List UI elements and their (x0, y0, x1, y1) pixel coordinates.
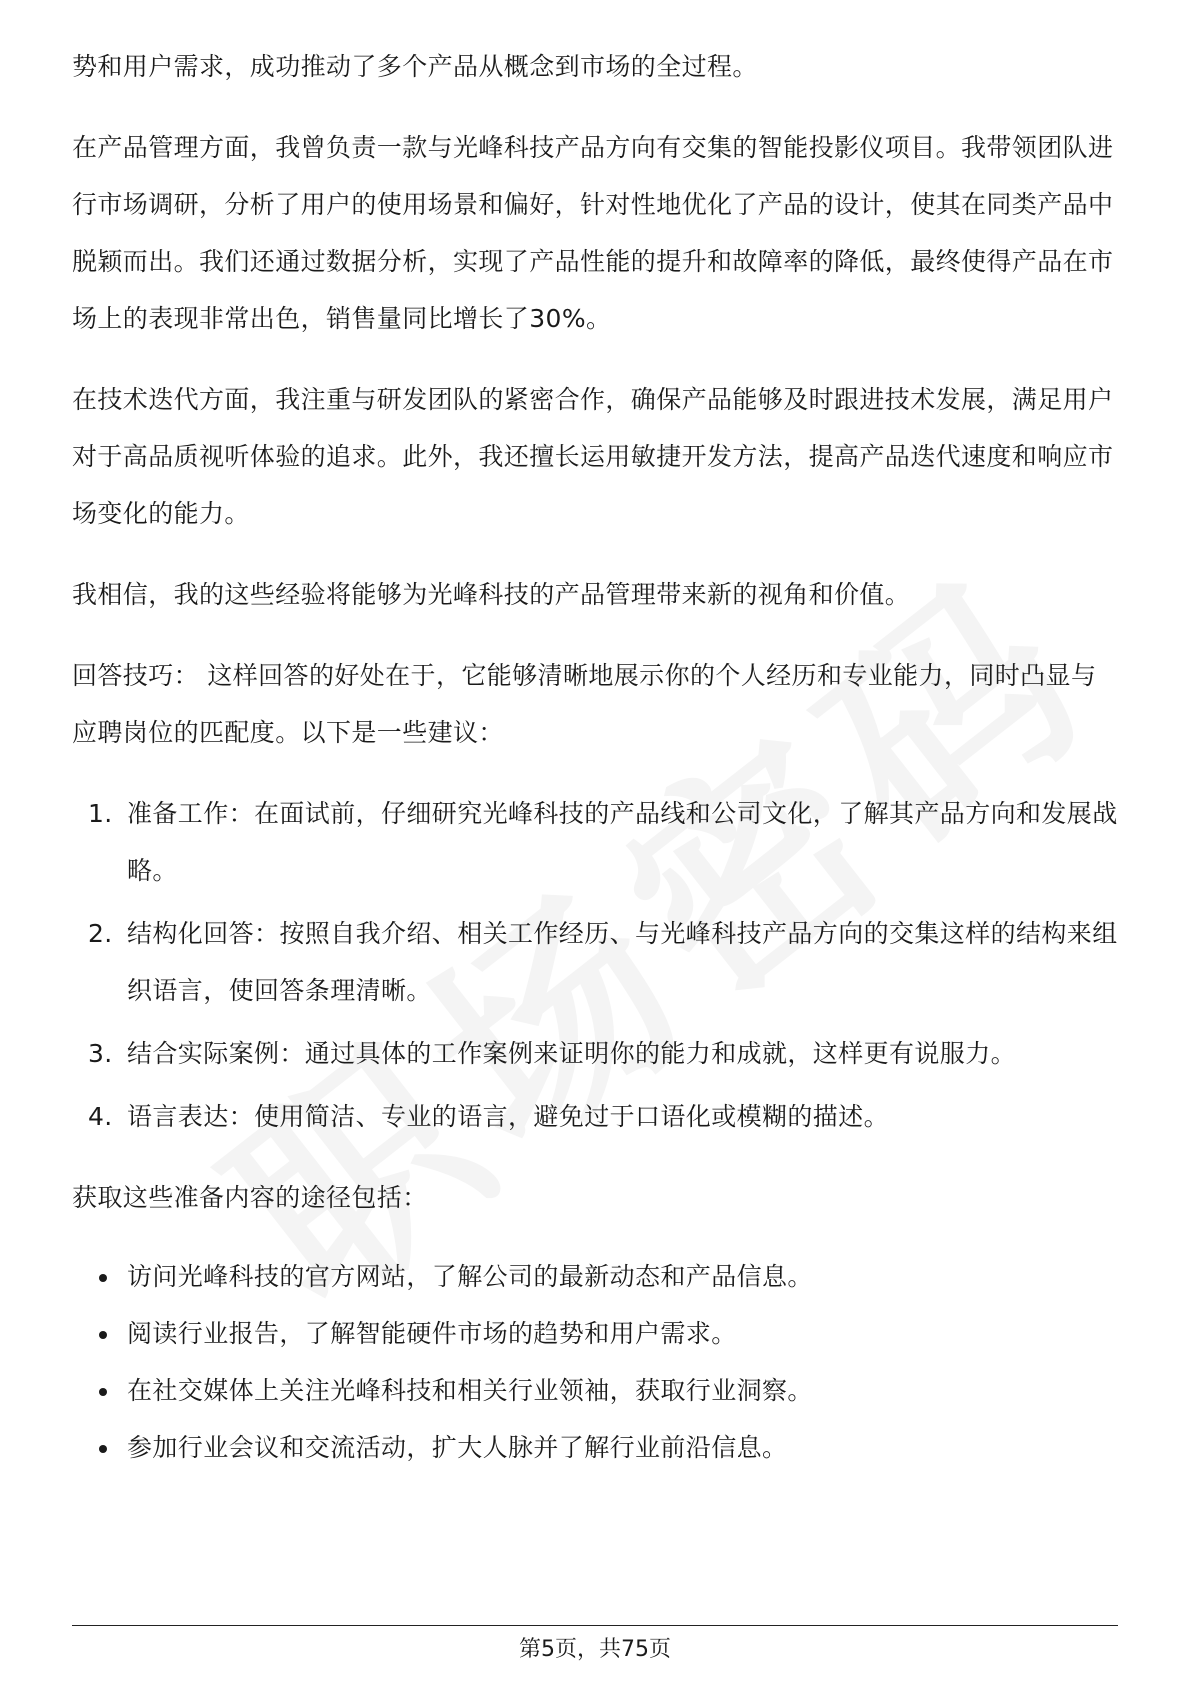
list-item (72, 1248, 1118, 1305)
list-item (72, 1088, 1118, 1145)
list-number: 4. (88, 1102, 113, 1131)
list-item-text: 阅读行业报告，了解智能硬件市场的趋势和用户需求。 (127, 1319, 737, 1348)
tips-list (72, 785, 1118, 1145)
list-number: 2. (88, 919, 113, 948)
list-item (72, 1305, 1118, 1362)
list-item-text: 准备工作：在面试前，仔细研究光峰科技的产品线和公司文化，了解其产品方向和发展战略。 (127, 799, 1118, 885)
list-item-text: 参加行业会议和交流活动，扩大人脉并了解行业前沿信息。 (127, 1433, 788, 1462)
bullet-icon (99, 1331, 107, 1339)
list-item (72, 785, 1118, 899)
document-body (72, 38, 1118, 1476)
list-item-text: 访问光峰科技的官方网站，了解公司的最新动态和产品信息。 (127, 1262, 813, 1291)
list-number: 3. (88, 1039, 113, 1068)
bullet-icon (99, 1274, 107, 1282)
list-item (72, 1419, 1118, 1476)
paragraph-belief: 我相信，我的这些经验将能够为光峰科技的产品管理带来新的视角和价值。 (72, 580, 911, 609)
list-item-text: 结合实际案例：通过具体的工作案例来证明你的能力和成就，这样更有说服力。 (127, 1039, 1017, 1068)
bullet-icon (99, 1388, 107, 1396)
list-item-text: 结构化回答：按照自我介绍、相关工作经历、与光峰科技产品方向的交集这样的结构来组织语言，使回答条理清晰。 (127, 919, 1118, 1005)
ways-list (72, 1248, 1118, 1476)
paragraph-ways-intro: 获取这些准备内容的途径包括： (72, 1183, 428, 1212)
paragraph-product-management: 在产品管理方面，我曾负责一款与光峰科技产品方向有交集的智能投影仪项目。我带领团队进行市场调研，分析了用户的使用场景和偏好，针对性地优化了产品的设计，使其在同类产品中脱颖而出。我们还通过数据分析，实现了产品性能的提升和故障率的降低，最终使得产品在市场上的表现非常出色，销售量同比增长了30%。 (72, 133, 1114, 333)
paragraph-answer-tips: 回答技巧： 这样回答的好处在于，它能够清晰地展示你的个人经历和专业能力，同时凸显与应聘岗位的匹配度。以下是一些建议： (72, 661, 1097, 747)
list-item-text: 语言表达：使用简洁、专业的语言，避免过于口语化或模糊的描述。 (127, 1102, 890, 1131)
list-item (72, 1025, 1118, 1082)
list-item (72, 1362, 1118, 1419)
paragraph-continuation: 势和用户需求，成功推动了多个产品从概念到市场的全过程。 (72, 52, 758, 81)
footer-divider (72, 1625, 1118, 1626)
bullet-icon (99, 1445, 107, 1453)
page-number: 第5页，共75页 (519, 1637, 671, 1662)
list-item-text: 在社交媒体上关注光峰科技和相关行业领袖，获取行业洞察。 (127, 1376, 813, 1405)
list-item (72, 905, 1118, 1019)
list-number: 1. (88, 799, 113, 828)
paragraph-tech-iteration: 在技术迭代方面，我注重与研发团队的紧密合作，确保产品能够及时跟进技术发展，满足用户对于高品质视听体验的追求。此外，我还擅长运用敏捷开发方法，提高产品迭代速度和响应市场变化的能力。 (72, 385, 1114, 528)
